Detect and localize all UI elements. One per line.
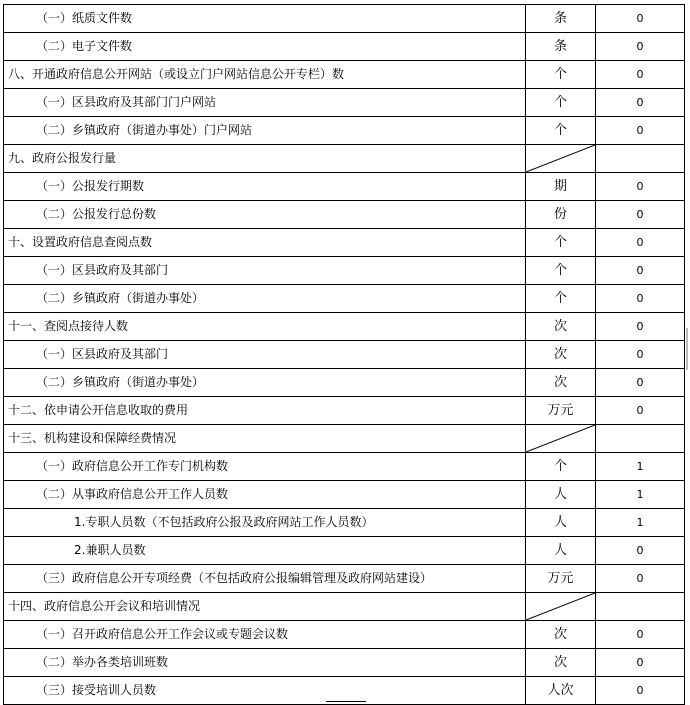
- unit-cell: 次: [526, 369, 596, 397]
- table-row: [4, 145, 685, 173]
- value-cell: 0: [596, 5, 685, 33]
- table-row: [4, 453, 685, 481]
- unit-cell-empty: [526, 593, 596, 621]
- row-label: （一）区县政府及其部门门户网站: [4, 89, 526, 117]
- value-cell: [596, 145, 685, 173]
- table-row: [4, 201, 685, 229]
- unit-cell: 人次: [526, 677, 596, 705]
- table-row: [4, 341, 685, 369]
- unit-cell: 次: [526, 313, 596, 341]
- unit-cell: 个: [526, 61, 596, 89]
- unit-cell: 次: [526, 341, 596, 369]
- value-cell: [596, 593, 685, 621]
- row-label: （二）从事政府信息公开工作人员数: [4, 481, 526, 509]
- row-label: 十一、查阅点接待人数: [4, 313, 526, 341]
- value-cell: 1: [596, 509, 685, 537]
- value-cell: 0: [596, 369, 685, 397]
- table-row: [4, 173, 685, 201]
- value-cell: 0: [596, 173, 685, 201]
- value-cell: 0: [596, 341, 685, 369]
- value-cell: 0: [596, 89, 685, 117]
- unit-cell: 万元: [526, 565, 596, 593]
- row-label: 十二、依申请公开信息收取的费用: [4, 397, 526, 425]
- value-cell: 1: [596, 481, 685, 509]
- table-row: [4, 425, 685, 453]
- unit-cell: 万元: [526, 397, 596, 425]
- table-row: [4, 537, 685, 565]
- row-label: 九、政府公报发行量: [4, 145, 526, 173]
- row-label: （三）接受培训人员数: [4, 677, 526, 705]
- unit-cell: 个: [526, 285, 596, 313]
- unit-cell: 人: [526, 509, 596, 537]
- unit-cell: 人: [526, 537, 596, 565]
- unit-cell: 个: [526, 89, 596, 117]
- value-cell: 1: [596, 453, 685, 481]
- value-cell: [596, 425, 685, 453]
- unit-cell: 次: [526, 649, 596, 677]
- row-label: 2.兼职人员数: [4, 537, 526, 565]
- table-row: [4, 313, 685, 341]
- row-label: （一）纸质文件数: [4, 5, 526, 33]
- unit-cell-empty: [526, 425, 596, 453]
- value-cell: 0: [596, 397, 685, 425]
- row-label: （一）召开政府信息公开工作会议或专题会议数: [4, 621, 526, 649]
- row-label: （一）公报发行期数: [4, 173, 526, 201]
- value-cell: 0: [596, 621, 685, 649]
- table-row: [4, 621, 685, 649]
- table-row: [4, 593, 685, 621]
- row-label: （二）乡镇政府（街道办事处）门户网站: [4, 117, 526, 145]
- value-cell: 0: [596, 201, 685, 229]
- row-label: 八、开通政府信息公开网站（或设立门户网站信息公开专栏）数: [4, 61, 526, 89]
- value-cell: 0: [596, 33, 685, 61]
- unit-cell: 个: [526, 117, 596, 145]
- row-label: 十、设置政府信息查阅点数: [4, 229, 526, 257]
- diagonal-slash: [526, 593, 595, 620]
- value-cell: 0: [596, 649, 685, 677]
- row-label: 1.专职人员数（不包括政府公报及政府网站工作人员数）: [4, 509, 526, 537]
- value-cell: 0: [596, 117, 685, 145]
- table-row: [4, 285, 685, 313]
- unit-cell: 个: [526, 229, 596, 257]
- row-label: （二）乡镇政府（街道办事处）: [4, 369, 526, 397]
- statistics-table-body: [4, 5, 685, 705]
- value-cell: 0: [596, 565, 685, 593]
- table-row: [4, 649, 685, 677]
- table-row: [4, 369, 685, 397]
- value-cell: 0: [596, 677, 685, 705]
- row-label: （二）举办各类培训班数: [4, 649, 526, 677]
- table-row: [4, 5, 685, 33]
- row-label: 十四、政府信息公开会议和培训情况: [4, 593, 526, 621]
- diagonal-slash: [526, 425, 595, 452]
- row-label: （二）乡镇政府（街道办事处）: [4, 285, 526, 313]
- table-row: [4, 397, 685, 425]
- diagonal-slash: [526, 145, 595, 172]
- value-cell: 0: [596, 257, 685, 285]
- value-cell: 0: [596, 313, 685, 341]
- unit-cell: 人: [526, 481, 596, 509]
- table-row: [4, 33, 685, 61]
- table-row: [4, 61, 685, 89]
- unit-cell: 份: [526, 201, 596, 229]
- row-label: （二）电子文件数: [4, 33, 526, 61]
- unit-cell: 个: [526, 257, 596, 285]
- unit-cell: 期: [526, 173, 596, 201]
- table-row: [4, 89, 685, 117]
- row-label: （一）区县政府及其部门: [4, 341, 526, 369]
- statistics-table: [3, 4, 685, 705]
- table-row: [4, 229, 685, 257]
- unit-cell-empty: [526, 145, 596, 173]
- unit-cell: 次: [526, 621, 596, 649]
- value-cell: 0: [596, 229, 685, 257]
- row-label: 十三、机构建设和保障经费情况: [4, 425, 526, 453]
- table-row: [4, 117, 685, 145]
- unit-cell: 条: [526, 5, 596, 33]
- row-label: （三）政府信息公开专项经费（不包括政府公报编辑管理及政府网站建设）: [4, 565, 526, 593]
- row-label: （二）公报发行总份数: [4, 201, 526, 229]
- value-cell: 0: [596, 285, 685, 313]
- value-cell: 0: [596, 61, 685, 89]
- scroll-edge-mark: [686, 328, 688, 370]
- table-row: [4, 481, 685, 509]
- page-edge-mark: [326, 701, 366, 702]
- row-label: （一）区县政府及其部门: [4, 257, 526, 285]
- table-row: [4, 509, 685, 537]
- unit-cell: 条: [526, 33, 596, 61]
- value-cell: 0: [596, 537, 685, 565]
- table-row: [4, 565, 685, 593]
- row-label: （一）政府信息公开工作专门机构数: [4, 453, 526, 481]
- table-row: [4, 257, 685, 285]
- unit-cell: 个: [526, 453, 596, 481]
